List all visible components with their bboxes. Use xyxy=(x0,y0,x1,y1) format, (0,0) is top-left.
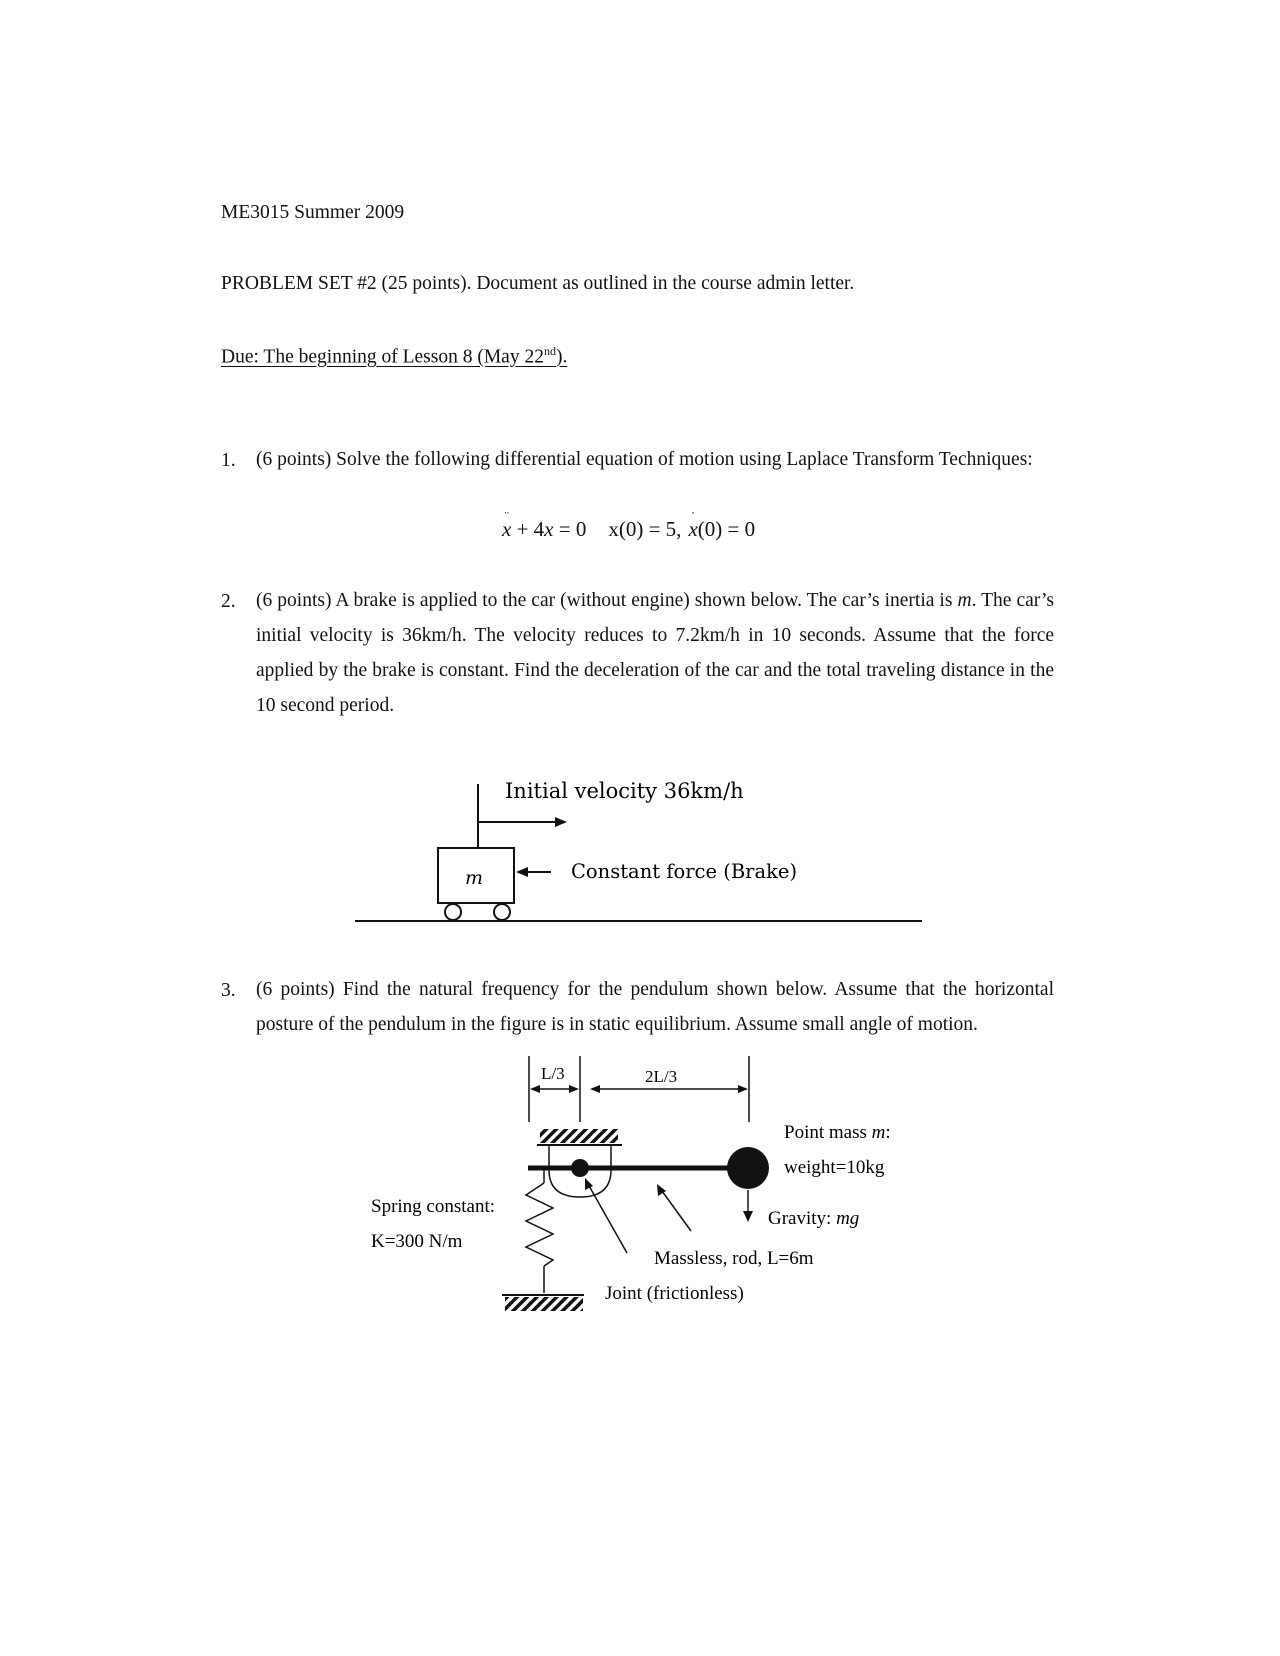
problem-3-number: 3. xyxy=(221,980,236,1001)
spring-coil xyxy=(526,1183,553,1266)
bottom-support-hatch xyxy=(505,1297,583,1311)
joint-label: Joint (frictionless) xyxy=(605,1283,744,1304)
point-mass-label: Point mass m: xyxy=(784,1122,891,1143)
problem-set-heading: PROBLEM SET #2 (25 points). Document as outlined in the course admin letter. xyxy=(221,273,855,294)
spring-constant-label: Spring constant: xyxy=(371,1196,496,1217)
dim-arrow-left-a xyxy=(530,1085,540,1093)
dim-arrow-right-b xyxy=(738,1085,748,1093)
problem-1-number: 1. xyxy=(221,450,236,471)
point-mass xyxy=(727,1147,769,1189)
eq-plus: + 4 xyxy=(511,517,545,541)
problem-2-text-a: (6 points) A brake is applied to the car (without engine) shown below. The car’s inertia is xyxy=(256,590,958,611)
problem-2-text-b: . The car’s initial velocity is 36km/h. The velocity reduces to 7.2km/h in 10 seconds. Assume that the force applied by the brake is constant. Find the deceleration of the car and the total traveling distance in the 10 second period. xyxy=(256,590,1055,716)
joint-leader-arrowhead xyxy=(585,1178,593,1190)
weight-label: weight=10kg xyxy=(784,1157,885,1178)
due-superscript: nd xyxy=(543,344,556,358)
eq-xddot: ¨ x xyxy=(502,519,511,540)
problem-2-number: 2. xyxy=(221,591,236,612)
rod-leader xyxy=(662,1191,691,1231)
spring-k-value: K=300 N/m xyxy=(371,1231,463,1252)
dim-arrow-right-a xyxy=(590,1085,600,1093)
dim-right-label: 2L/3 xyxy=(645,1067,678,1086)
dim-arrow-left-b xyxy=(569,1085,579,1093)
due-suffix: ). xyxy=(555,346,568,368)
eq-ic2: (0) = 0 xyxy=(697,517,756,541)
dim-left-label: L/3 xyxy=(541,1064,565,1083)
gravity-arrowhead xyxy=(743,1211,753,1222)
problem-1-text: (6 points) Solve the following differential equation of motion using Laplace Transform Techniques: xyxy=(256,449,1033,470)
eq-x: x xyxy=(544,517,554,541)
rod-label: Massless, rod, L=6m xyxy=(654,1248,814,1269)
velocity-label: Initial velocity 36km/h xyxy=(505,779,744,803)
pivot-joint xyxy=(571,1159,589,1177)
course-title: ME3015 Summer 2009 xyxy=(221,202,405,223)
gravity-label: Gravity: mg xyxy=(768,1208,860,1229)
problem-3-text: (6 points) Find the natural frequency for the pendulum shown below. Assume that the horizontal posture of the pendulum in the figure is in static equilibrium. Assume small angle of motion. xyxy=(256,979,1054,1035)
brake-force-label: Constant force (Brake) xyxy=(571,860,798,883)
eq-ic1: x(0) = 5, xyxy=(608,517,682,541)
eq-zero: = 0 xyxy=(553,517,587,541)
eq-xdot: ˙ x xyxy=(688,519,697,540)
car-mass-label: m xyxy=(465,867,484,889)
top-support-hatch xyxy=(540,1129,618,1143)
problem-2-mass: m xyxy=(957,590,972,611)
due-prefix: Due: The beginning of Lesson 8 (May 22 xyxy=(221,346,544,368)
joint-leader xyxy=(588,1184,627,1253)
